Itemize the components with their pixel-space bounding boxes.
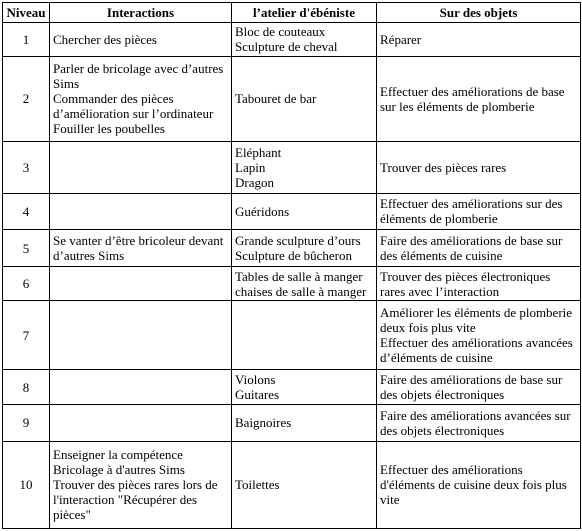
interactions-cell <box>50 193 232 230</box>
table-row <box>3 23 581 57</box>
table-row <box>3 193 581 230</box>
objets-cell: Trouver des pièces électroniques rares avec l’interaction <box>377 266 581 301</box>
atelier-cell: Grande sculpture d’ours Sculpture de bûcheron <box>232 230 377 267</box>
interactions-cell <box>50 266 232 301</box>
objets-cell: Effectuer des améliorations de base sur les éléments de plomberie <box>377 56 581 141</box>
objets-cell: Effectuer des améliorations d'éléments de cuisine deux fois plus vite <box>377 441 581 528</box>
atelier-cell: Toilettes <box>232 441 377 528</box>
table-row <box>3 266 581 301</box>
table-row <box>3 370 581 405</box>
header-niveau: Niveau <box>3 3 50 23</box>
objets-cell: Faire des améliorations avancées sur des objets électroniques <box>377 404 581 441</box>
atelier-cell: Guéridons <box>232 193 377 230</box>
atelier-cell <box>232 301 377 370</box>
atelier-cell: Baignoires <box>232 404 377 441</box>
interactions-cell <box>50 370 232 405</box>
table-row <box>3 301 581 370</box>
header-atelier: l’atelier d'ébéniste <box>232 3 377 23</box>
table-row <box>3 141 581 193</box>
objets-cell: Effectuer des améliorations sur des éléments de plomberie <box>377 193 581 230</box>
atelier-cell: Violons Guitares <box>232 370 377 405</box>
table-row <box>3 230 581 267</box>
atelier-cell: Bloc de couteaux Sculpture de cheval <box>232 23 377 57</box>
objets-cell: Faire des améliorations de base sur des objets électroniques <box>377 370 581 405</box>
atelier-cell: Tables de salle à manger chaises de salle à manger <box>232 266 377 301</box>
interactions-cell: Chercher des pièces <box>50 23 232 57</box>
header-interactions: Interactions <box>50 3 232 23</box>
objets-cell: Faire des améliorations de base sur des éléments de cuisine <box>377 230 581 267</box>
level-cell: 5 <box>3 230 50 267</box>
objets-cell: Améliorer les éléments de plomberie deux fois plus vite Effectuer des améliorations avancées d’éléments de cuisine <box>377 301 581 370</box>
table-header-row <box>3 3 581 23</box>
header-objets: Sur des objets <box>377 3 581 23</box>
level-cell: 2 <box>3 56 50 141</box>
level-cell: 10 <box>3 441 50 528</box>
interactions-cell <box>50 301 232 370</box>
skill-levels-table <box>2 2 581 529</box>
table-row <box>3 441 581 528</box>
table-row <box>3 404 581 441</box>
interactions-cell <box>50 141 232 193</box>
level-cell: 3 <box>3 141 50 193</box>
objets-cell: Réparer <box>377 23 581 57</box>
level-cell: 4 <box>3 193 50 230</box>
interactions-cell <box>50 404 232 441</box>
interactions-cell: Se vanter d’être bricoleur devant d’autres Sims <box>50 230 232 267</box>
interactions-cell: Parler de bricolage avec d’autres Sims Commander des pièces d’amélioration sur l’ordinateur Fouiller les poubelles <box>50 56 232 141</box>
objets-cell: Trouver des pièces rares <box>377 141 581 193</box>
level-cell: 1 <box>3 23 50 57</box>
atelier-cell: Eléphant Lapin Dragon <box>232 141 377 193</box>
level-cell: 8 <box>3 370 50 405</box>
level-cell: 7 <box>3 301 50 370</box>
level-cell: 9 <box>3 404 50 441</box>
interactions-cell: Enseigner la compétence Bricolage à d'autres Sims Trouver des pièces rares lors de l'interaction "Récupérer des pièces" <box>50 441 232 528</box>
atelier-cell: Tabouret de bar <box>232 56 377 141</box>
level-cell: 6 <box>3 266 50 301</box>
table-row <box>3 56 581 141</box>
